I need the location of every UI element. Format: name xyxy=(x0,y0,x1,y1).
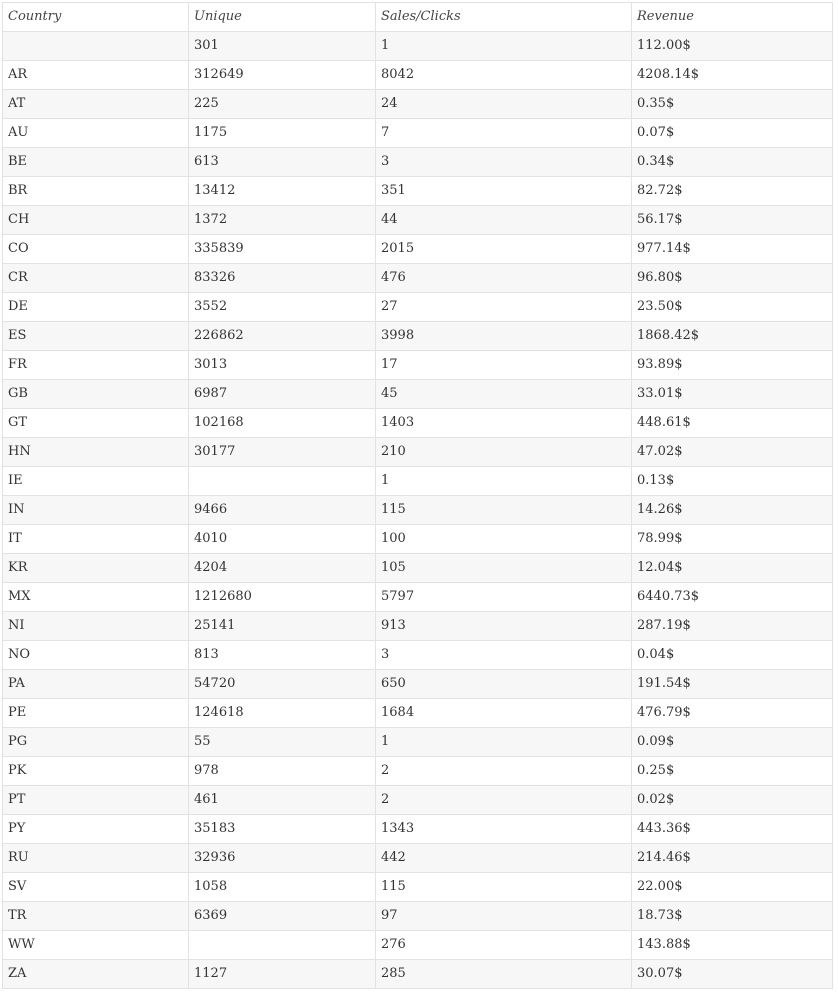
cell-sales-clicks: 276 xyxy=(376,931,632,960)
cell-sales-clicks: 476 xyxy=(376,264,632,293)
cell-revenue: 977.14$ xyxy=(632,235,833,264)
cell-revenue: 18.73$ xyxy=(632,902,833,931)
cell-unique: 335839 xyxy=(189,235,376,264)
header-revenue: Revenue xyxy=(632,3,833,32)
cell-country: CO xyxy=(3,235,189,264)
cell-unique: 1127 xyxy=(189,960,376,989)
cell-revenue: 6440.73$ xyxy=(632,583,833,612)
table-row xyxy=(3,351,833,380)
table-row xyxy=(3,815,833,844)
table-row xyxy=(3,612,833,641)
cell-revenue: 93.89$ xyxy=(632,351,833,380)
cell-unique: 54720 xyxy=(189,670,376,699)
cell-country: IN xyxy=(3,496,189,525)
cell-sales-clicks: 8042 xyxy=(376,61,632,90)
cell-revenue: 23.50$ xyxy=(632,293,833,322)
cell-country: PG xyxy=(3,728,189,757)
cell-revenue: 476.79$ xyxy=(632,699,833,728)
cell-sales-clicks: 285 xyxy=(376,960,632,989)
table-row xyxy=(3,409,833,438)
cell-sales-clicks: 3 xyxy=(376,641,632,670)
cell-sales-clicks: 27 xyxy=(376,293,632,322)
cell-country: GT xyxy=(3,409,189,438)
table-row xyxy=(3,699,833,728)
table-row xyxy=(3,496,833,525)
cell-revenue: 0.35$ xyxy=(632,90,833,119)
table-row xyxy=(3,641,833,670)
cell-country: NI xyxy=(3,612,189,641)
cell-unique: 30177 xyxy=(189,438,376,467)
table-row xyxy=(3,32,833,61)
cell-revenue: 0.07$ xyxy=(632,119,833,148)
cell-unique: 226862 xyxy=(189,322,376,351)
cell-country: FR xyxy=(3,351,189,380)
cell-unique: 124618 xyxy=(189,699,376,728)
cell-country: PE xyxy=(3,699,189,728)
cell-unique: 55 xyxy=(189,728,376,757)
table-row xyxy=(3,467,833,496)
cell-sales-clicks: 5797 xyxy=(376,583,632,612)
table-row xyxy=(3,844,833,873)
country-stats-table xyxy=(2,2,833,989)
cell-country: KR xyxy=(3,554,189,583)
cell-unique: 312649 xyxy=(189,61,376,90)
cell-sales-clicks: 2 xyxy=(376,786,632,815)
cell-country: AU xyxy=(3,119,189,148)
cell-country: PT xyxy=(3,786,189,815)
table-row xyxy=(3,786,833,815)
cell-sales-clicks: 442 xyxy=(376,844,632,873)
cell-revenue: 78.99$ xyxy=(632,525,833,554)
table-row xyxy=(3,902,833,931)
cell-revenue: 4208.14$ xyxy=(632,61,833,90)
cell-revenue: 82.72$ xyxy=(632,177,833,206)
cell-revenue: 0.25$ xyxy=(632,757,833,786)
cell-revenue: 14.26$ xyxy=(632,496,833,525)
cell-unique: 813 xyxy=(189,641,376,670)
cell-sales-clicks: 210 xyxy=(376,438,632,467)
table-row xyxy=(3,583,833,612)
cell-unique: 4204 xyxy=(189,554,376,583)
cell-country: IE xyxy=(3,467,189,496)
cell-unique: 13412 xyxy=(189,177,376,206)
table-row xyxy=(3,757,833,786)
cell-country: MX xyxy=(3,583,189,612)
cell-country: AR xyxy=(3,61,189,90)
cell-country: BE xyxy=(3,148,189,177)
cell-country: DE xyxy=(3,293,189,322)
cell-country: NO xyxy=(3,641,189,670)
cell-revenue: 287.19$ xyxy=(632,612,833,641)
cell-country: PY xyxy=(3,815,189,844)
cell-unique: 1212680 xyxy=(189,583,376,612)
cell-sales-clicks: 351 xyxy=(376,177,632,206)
cell-unique: 225 xyxy=(189,90,376,119)
cell-sales-clicks: 1 xyxy=(376,728,632,757)
cell-revenue: 0.13$ xyxy=(632,467,833,496)
cell-unique: 3013 xyxy=(189,351,376,380)
table-row xyxy=(3,206,833,235)
table-row xyxy=(3,525,833,554)
cell-country: AT xyxy=(3,90,189,119)
table-row xyxy=(3,61,833,90)
cell-country: HN xyxy=(3,438,189,467)
table-row xyxy=(3,873,833,902)
cell-unique: 83326 xyxy=(189,264,376,293)
cell-revenue: 0.09$ xyxy=(632,728,833,757)
table-row xyxy=(3,148,833,177)
cell-revenue: 12.04$ xyxy=(632,554,833,583)
cell-sales-clicks: 97 xyxy=(376,902,632,931)
cell-unique: 4010 xyxy=(189,525,376,554)
cell-unique: 301 xyxy=(189,32,376,61)
table-row xyxy=(3,264,833,293)
cell-sales-clicks: 100 xyxy=(376,525,632,554)
cell-unique: 6369 xyxy=(189,902,376,931)
cell-revenue: 47.02$ xyxy=(632,438,833,467)
cell-sales-clicks: 1343 xyxy=(376,815,632,844)
cell-country: PK xyxy=(3,757,189,786)
cell-sales-clicks: 3 xyxy=(376,148,632,177)
table-row xyxy=(3,235,833,264)
cell-revenue: 214.46$ xyxy=(632,844,833,873)
cell-country: WW xyxy=(3,931,189,960)
cell-sales-clicks: 2015 xyxy=(376,235,632,264)
cell-unique: 25141 xyxy=(189,612,376,641)
cell-country: ZA xyxy=(3,960,189,989)
cell-revenue: 30.07$ xyxy=(632,960,833,989)
cell-revenue: 143.88$ xyxy=(632,931,833,960)
cell-unique: 32936 xyxy=(189,844,376,873)
cell-sales-clicks: 1 xyxy=(376,467,632,496)
cell-unique: 3552 xyxy=(189,293,376,322)
cell-unique: 978 xyxy=(189,757,376,786)
cell-country: CR xyxy=(3,264,189,293)
header-country: Country xyxy=(3,3,189,32)
stats-table-container xyxy=(2,2,832,989)
cell-revenue: 0.34$ xyxy=(632,148,833,177)
table-row xyxy=(3,380,833,409)
cell-revenue: 448.61$ xyxy=(632,409,833,438)
cell-revenue: 0.02$ xyxy=(632,786,833,815)
cell-sales-clicks: 17 xyxy=(376,351,632,380)
cell-unique: 9466 xyxy=(189,496,376,525)
cell-sales-clicks: 2 xyxy=(376,757,632,786)
cell-revenue: 0.04$ xyxy=(632,641,833,670)
cell-country: CH xyxy=(3,206,189,235)
cell-country: SV xyxy=(3,873,189,902)
cell-unique: 1175 xyxy=(189,119,376,148)
table-header-row xyxy=(3,3,833,32)
cell-revenue: 96.80$ xyxy=(632,264,833,293)
table-row xyxy=(3,670,833,699)
cell-unique: 6987 xyxy=(189,380,376,409)
cell-country: BR xyxy=(3,177,189,206)
cell-unique: 1058 xyxy=(189,873,376,902)
table-row xyxy=(3,119,833,148)
cell-sales-clicks: 1403 xyxy=(376,409,632,438)
cell-revenue: 443.36$ xyxy=(632,815,833,844)
header-unique: Unique xyxy=(189,3,376,32)
cell-unique: 102168 xyxy=(189,409,376,438)
cell-sales-clicks: 115 xyxy=(376,873,632,902)
cell-sales-clicks: 115 xyxy=(376,496,632,525)
cell-country xyxy=(3,32,189,61)
cell-sales-clicks: 44 xyxy=(376,206,632,235)
cell-sales-clicks: 24 xyxy=(376,90,632,119)
header-sales-clicks: Sales/Clicks xyxy=(376,3,632,32)
cell-revenue: 22.00$ xyxy=(632,873,833,902)
table-row xyxy=(3,177,833,206)
cell-revenue: 33.01$ xyxy=(632,380,833,409)
cell-sales-clicks: 7 xyxy=(376,119,632,148)
cell-revenue: 191.54$ xyxy=(632,670,833,699)
table-row xyxy=(3,554,833,583)
cell-unique: 461 xyxy=(189,786,376,815)
cell-unique xyxy=(189,467,376,496)
table-row xyxy=(3,322,833,351)
table-row xyxy=(3,960,833,989)
cell-sales-clicks: 45 xyxy=(376,380,632,409)
cell-sales-clicks: 1 xyxy=(376,32,632,61)
cell-sales-clicks: 1684 xyxy=(376,699,632,728)
cell-revenue: 56.17$ xyxy=(632,206,833,235)
cell-unique: 613 xyxy=(189,148,376,177)
cell-sales-clicks: 650 xyxy=(376,670,632,699)
cell-unique xyxy=(189,931,376,960)
cell-country: TR xyxy=(3,902,189,931)
table-body xyxy=(3,32,833,989)
cell-country: PA xyxy=(3,670,189,699)
table-row xyxy=(3,438,833,467)
table-row xyxy=(3,931,833,960)
table-row xyxy=(3,728,833,757)
table-row xyxy=(3,90,833,119)
table-row xyxy=(3,293,833,322)
cell-country: RU xyxy=(3,844,189,873)
cell-country: ES xyxy=(3,322,189,351)
cell-sales-clicks: 913 xyxy=(376,612,632,641)
cell-revenue: 112.00$ xyxy=(632,32,833,61)
cell-sales-clicks: 105 xyxy=(376,554,632,583)
cell-revenue: 1868.42$ xyxy=(632,322,833,351)
cell-unique: 1372 xyxy=(189,206,376,235)
cell-sales-clicks: 3998 xyxy=(376,322,632,351)
cell-unique: 35183 xyxy=(189,815,376,844)
cell-country: GB xyxy=(3,380,189,409)
cell-country: IT xyxy=(3,525,189,554)
